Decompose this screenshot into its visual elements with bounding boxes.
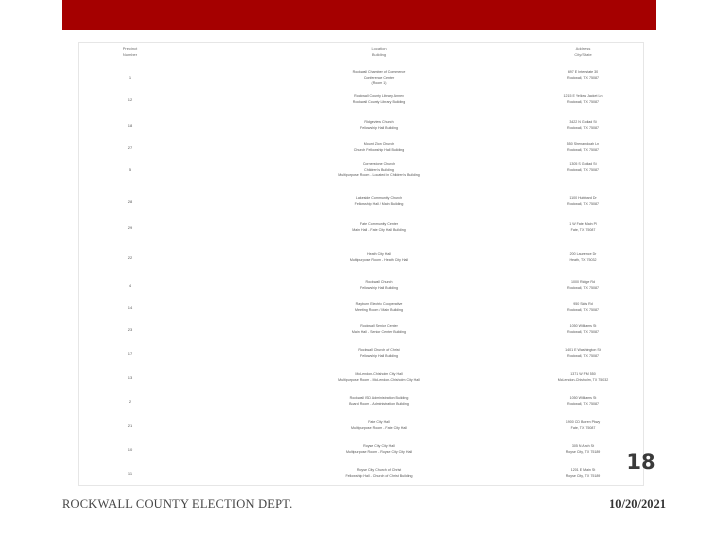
address-line: 697 E Interstate 30 xyxy=(567,70,599,74)
page-number: 18 xyxy=(626,450,656,474)
address-line: 1305 S Goliad St xyxy=(569,162,597,166)
address-line: Fate, TX 75087 xyxy=(570,425,596,430)
address-line: Heath, TX 75032 xyxy=(569,257,597,262)
address-line: McLendon-Chisholm, TX 75032 xyxy=(557,377,609,382)
address-cell xyxy=(528,324,638,335)
address-line: 1100 Hubbard Dr xyxy=(569,196,597,200)
location-line: Church Fellowship Hall Building xyxy=(353,147,405,152)
address-cell xyxy=(528,420,638,431)
address-cell xyxy=(528,252,638,263)
header-line: City/State xyxy=(574,52,592,57)
location-column-header xyxy=(296,46,462,58)
table-row xyxy=(78,302,642,324)
address-line: Rockwall, TX 75087 xyxy=(567,147,599,152)
precinct-number: 21 xyxy=(127,423,133,428)
precinct-number: 10 xyxy=(127,447,133,452)
address-cell xyxy=(528,142,638,153)
table-row xyxy=(78,396,642,418)
location-line: Rockwall Church xyxy=(365,280,393,284)
address-line: Rockwall, TX 75087 xyxy=(567,125,599,130)
address-line: Rockwall, TX 75087 xyxy=(567,75,599,80)
address-line: Rockwall, TX 75087 xyxy=(567,329,599,334)
location-line: Fate Community Center xyxy=(359,222,399,226)
precinct-number: 5 xyxy=(128,167,132,172)
table-row xyxy=(78,70,642,92)
footer-date: 10/20/2021 xyxy=(609,497,666,511)
location-line: Multipurpose Room - McLendon-Chisholm City Hall xyxy=(338,377,420,382)
precinct-number: 11 xyxy=(127,471,133,476)
location-line: Rockwall County Library Building xyxy=(352,99,406,104)
location-cell xyxy=(296,120,462,131)
header-line: Location xyxy=(371,46,387,51)
address-cell xyxy=(528,162,638,173)
location-line: Ridgeview Church xyxy=(364,120,394,124)
address-line: 1050 Williams St xyxy=(569,396,597,400)
precinct-number: 2 xyxy=(128,399,132,404)
table-row xyxy=(78,324,642,346)
location-line: Fellowship Hall Building xyxy=(360,285,398,290)
address-line: Rockwall, TX 75087 xyxy=(567,401,599,406)
address-line: 950 Sids Rd xyxy=(573,302,593,306)
table-row xyxy=(78,252,642,274)
location-line: Rockwall Chamber of Commerce xyxy=(352,70,406,74)
address-line: Fate, TX 75087 xyxy=(570,227,596,232)
precinct-number: 28 xyxy=(127,199,133,204)
location-line: Board Room - Administration Building xyxy=(349,401,409,406)
header-line: Address xyxy=(575,46,591,51)
location-line: Multipurpose Room - Royse City City Hall xyxy=(345,449,413,454)
header-line: Precinct xyxy=(122,46,138,51)
location-line: Children's Building xyxy=(364,167,394,172)
location-cell xyxy=(296,70,462,87)
precinct-number: 27 xyxy=(127,145,133,150)
location-cell xyxy=(296,372,462,383)
address-line: 3422 N Goliad St xyxy=(569,120,597,124)
address-cell xyxy=(528,120,638,131)
location-line: Mount Zion Church xyxy=(363,142,395,146)
location-line: Fellowship Hall Building xyxy=(360,125,398,130)
location-cell xyxy=(296,196,462,207)
address-line: 200 Laurence Dr xyxy=(569,252,597,256)
precinct-number: 29 xyxy=(127,225,133,230)
location-line: Fate City Hall xyxy=(368,420,390,424)
location-line: (Room 1) xyxy=(371,81,387,85)
address-cell xyxy=(528,444,638,455)
location-cell xyxy=(296,444,462,455)
location-cell xyxy=(296,302,462,313)
location-line: Rockwall County Library Annex xyxy=(354,94,404,98)
address-line: Rockwall, TX 75087 xyxy=(567,167,599,172)
header-line: Number xyxy=(122,52,138,57)
location-cell xyxy=(296,162,462,179)
location-line: Multipurpose Room - Fate City Hall xyxy=(351,425,407,430)
location-cell xyxy=(296,348,462,359)
address-line: 1401 E Washington St xyxy=(565,348,601,352)
address-line: 1201 E Main St xyxy=(570,468,596,472)
location-line: Rockwall Church of Christ xyxy=(358,348,400,352)
address-cell xyxy=(528,70,638,81)
table-row xyxy=(78,222,642,244)
precinct-number: 12 xyxy=(127,97,133,102)
address-cell xyxy=(528,396,638,407)
table-row xyxy=(78,196,642,218)
address-cell xyxy=(528,280,638,291)
precinct-number: 18 xyxy=(127,123,133,128)
address-line: Rockwall, TX 75087 xyxy=(567,99,599,104)
header-line: Building xyxy=(371,52,387,57)
address-cell xyxy=(528,468,638,479)
address-line: 1000 Ridge Rd xyxy=(571,280,595,284)
address-line: 1 W Fate Main Pl xyxy=(569,222,597,226)
location-cell xyxy=(296,280,462,291)
address-line: 1050 Williams St xyxy=(569,324,597,328)
address-cell xyxy=(528,348,638,359)
table-row xyxy=(78,280,642,302)
location-line: Heath City Hall xyxy=(367,252,391,256)
location-cell xyxy=(296,468,462,479)
precinct-number: 13 xyxy=(127,375,133,380)
table-row xyxy=(78,94,642,116)
address-line: 550 Shenandoah Ln xyxy=(566,142,600,146)
location-line: Royse City Church of Christ xyxy=(356,468,402,472)
precinct-number: 23 xyxy=(127,327,133,332)
precinct-number: 4 xyxy=(128,283,132,288)
address-line: Rockwall, TX 75087 xyxy=(567,353,599,358)
table-row xyxy=(78,162,642,184)
address-line: 305 N Arch St xyxy=(571,444,595,448)
table-row xyxy=(78,468,642,490)
table-row xyxy=(78,348,642,370)
precinct-number: 17 xyxy=(127,351,133,356)
address-line: 1900 CD Boren Pkwy xyxy=(565,420,601,424)
location-line: Multipurpose Room - Heath City Hall xyxy=(349,257,409,262)
location-line: Main Hall - Fate City Hall Building xyxy=(352,227,406,232)
address-cell xyxy=(528,196,638,207)
precinct-number: 1 xyxy=(128,75,132,80)
address-line: 1215 E Yellow Jacket Ln xyxy=(563,94,603,98)
location-line: Conference Center xyxy=(363,75,395,80)
location-line: Main Hall - Senior Center Building xyxy=(351,329,407,334)
location-cell xyxy=(296,324,462,335)
location-line: Rockwall ISD Administration Building xyxy=(349,396,409,400)
precinct-number: 14 xyxy=(127,305,133,310)
address-line: Rockwall, TX 75087 xyxy=(567,307,599,312)
address-line: 1371 W FM 550 xyxy=(570,372,596,376)
address-cell xyxy=(528,94,638,105)
location-line: Fellowship Hall Building xyxy=(360,353,398,358)
top-banner xyxy=(62,0,656,30)
location-cell xyxy=(296,252,462,263)
address-column-header xyxy=(528,46,638,58)
location-cell xyxy=(296,420,462,431)
location-line: Lakeside Community Church xyxy=(355,196,403,200)
table-row xyxy=(78,120,642,142)
address-cell xyxy=(528,372,638,383)
address-cell xyxy=(528,222,638,233)
location-line: Meeting Room / Main Building xyxy=(355,307,403,312)
table-row xyxy=(78,420,642,442)
table-row xyxy=(78,444,642,466)
location-line: Multipurpose Room - Located in Children's Building xyxy=(338,173,420,177)
address-line: Royse City, TX 75189 xyxy=(565,473,601,478)
location-line: McLendon-Chisholm City Hall xyxy=(355,372,403,376)
location-line: Cornerstone Church xyxy=(362,162,396,166)
address-line: Rockwall, TX 75087 xyxy=(567,201,599,206)
location-line: Fellowship Hall - Church of Christ Building xyxy=(345,473,413,478)
address-line: Rockwall, TX 75087 xyxy=(567,285,599,290)
location-cell xyxy=(296,142,462,153)
location-line: Fellowship Hall / Main Building xyxy=(354,201,404,206)
table-row xyxy=(78,372,642,394)
table-row xyxy=(78,142,642,164)
location-line: Rockwall Senior Center xyxy=(360,324,398,328)
location-cell xyxy=(296,396,462,407)
table-header xyxy=(78,46,642,66)
location-line: Rayburn Electric Cooperative xyxy=(355,302,403,306)
location-line: Royse City City Hall xyxy=(363,444,395,448)
precinct-column-header xyxy=(102,46,158,58)
location-cell xyxy=(296,94,462,105)
address-line: Royse City, TX 75189 xyxy=(565,449,601,454)
location-cell xyxy=(296,222,462,233)
footer-department: ROCKWALL COUNTY ELECTION DEPT. xyxy=(62,497,293,511)
precinct-number: 22 xyxy=(127,255,133,260)
address-cell xyxy=(528,302,638,313)
